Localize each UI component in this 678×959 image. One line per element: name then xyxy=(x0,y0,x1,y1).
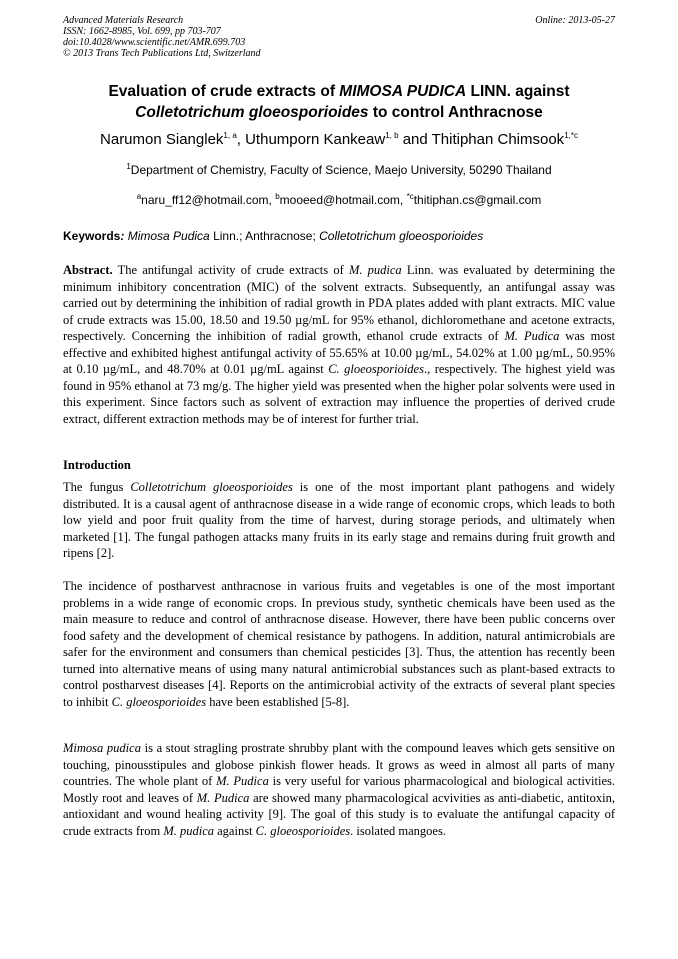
journal-name: Advanced Materials Research xyxy=(63,15,184,26)
affiliation: $^1$Department of Chemistry, Faculty of Science, Maejo University, 50290 Thailand xyxy=(126,162,552,177)
author-list: Narumon Sianglek$^{1, a}$, Uthumporn Kankeaw$^{1, b}$ and Thitiphan Chimsook$^{1,*c}$ xyxy=(100,131,578,148)
keywords: Keywords: Mimosa Pudica Linn.; Anthracnose; Colletotrichum gloeosporioides xyxy=(63,229,484,243)
issn-line: ISSN: 1662-8985, Vol. 699, pp 703-707 xyxy=(63,26,221,37)
doi-line: doi:10.4028/www.scientific.net/AMR.699.703 xyxy=(63,37,246,48)
intro-paragraph-2: The incidence of postharvest anthracnose in various fruits and vegetables is one of the most important problems in a wide range of economic crops. In previous study, synthetic chemicals have been used as the main measure to reduce and control of anthracnose disease. However, there have been public concerns over food safety and the development of chemical resistance by pathogens. In addition, natural antimicrobials are safer for the environment and consumers than chemical pesticides [3]. Thus, the attention has recently been turned into alternative means of using many natural antimicrobial substances such as plant-based extracts to control postharvest diseases [4]. Reports on the antimicrobial activity of the extracts of several plant species to inhibit C. gloeosporioides have been established [5-8]. xyxy=(63,579,615,709)
intro-paragraph-3: Mimosa pudica is a stout stragling prostrate shrubby plant with the compound leaves which gets sensitive on touching, pinousstipules and globose pinkish flower heads. It grows as weed in almost all parts of many countries. The whole plant of M. Pudica is very useful for various pharmacological and biological activities. Mostly root and leaves of M. Pudica are showed many pharmacological acvivities as anti-diabetic, antitoxin, antioxidant and wound healing activity [9]. The goal of this study is to evaluate the antifungal capacity of crude extracts from M. pudica against C. gloeosporioides. isolated mangoes. xyxy=(63,741,616,838)
email-link[interactable]: naru_ff12@hotmail.com, xyxy=(141,193,276,207)
author-emails: $^a$naru_ff12@hotmail.com, $^b$mooeed@hotmail.com, $^{*c}$thitiphan.cs@gmail.com xyxy=(136,192,542,207)
copyright-line: © 2013 Trans Tech Publications Ltd, Switzerland xyxy=(63,48,261,59)
intro-paragraph-1: The fungus Colletotrichum gloeosporioides is one of the most important plant pathogens and widely distributed. It is a causal agent of anthracnose disease in a wide range of economic crops, which leads to both low yield and poor fruit quality from the time of harvest, during storage periods, and ultimately when marketed [1]. The fungal pathogen attacks many fruits in its early stage and remains during fruit growth and ripens [2]. xyxy=(63,480,615,560)
abstract-paragraph: Abstract. The antifungal activity of crude extracts of M. pudica Linn. was evaluated by determining the minimum inhibitory concentration (MIC) of the solvent extracts. Subsequently, an antifungal assay was carried out by determining the inhibition of radial growth in PDA plates added with plant extracts. MIC value of crude extracts was 15.00, 18.50 and 19.50 µg/mL for 95% ethanol, dichloromethane and acetone extracts, respectively. Concerning the inhibition of radial growth, ethanol crude extracts of M. Pudica was most effective and exhibited highest antifungal activity of 55.65% at 10.00 µg/mL, 54.02% at 1.00 µg/mL, 50.95% at 0.10 µg/mL, and 48.70% at 0.01 µg/mL against C. gloeosporioides., respectively. The highest yield was found in 95% ethanol at 73 mg/g. The higher yield was presented when the higher polar solvents were used in this experiment. Since factors such as solvent of extraction may influence the properties of derived crude extract, different extraction methods may be of interest for further trial. xyxy=(63,263,616,426)
email-link[interactable]: thitiphan.cs@gmail.com xyxy=(413,193,542,207)
section-heading-introduction: Introduction xyxy=(63,458,131,472)
paper-title: Evaluation of crude extracts of MIMOSA PUDICA LINN. against Colletotrichum gloeosporioides to control Anthracnose xyxy=(108,83,570,121)
journal-header xyxy=(63,15,261,59)
online-date: Online: 2013-05-27 xyxy=(535,15,615,26)
email-link[interactable]: mooeed@hotmail.com, xyxy=(279,193,407,207)
